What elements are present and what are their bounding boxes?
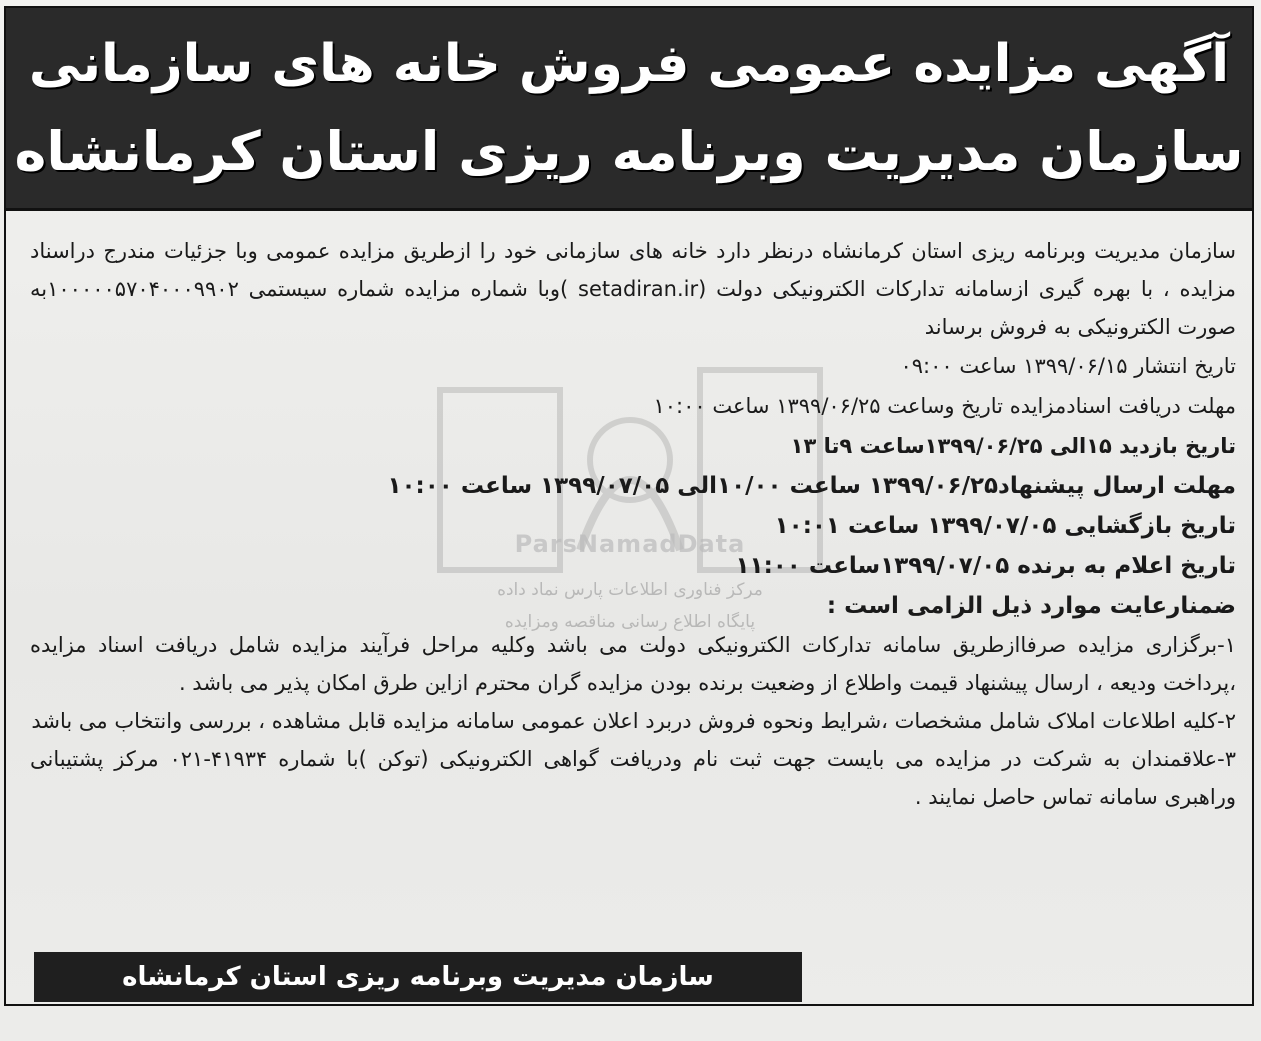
watermark-line-2: پایگاه اطلاع رسانی مناقصه ومزایده — [504, 612, 756, 632]
visit-date: تاریخ بازدید ۱۵الی ۱۳۹۹/۰۶/۲۵ساعت ۹تا ۱۳ — [790, 434, 1236, 458]
header-title: آگهی مزایده عمومی فروش خانه های سازمانی — [28, 34, 1230, 94]
conditions-title: ضمنارعایت موارد ذیل الزامی است : — [826, 593, 1236, 619]
footer-organization: سازمان مدیریت وبرنامه ریزی استان کرمانشاه — [34, 952, 802, 1002]
offer-deadline: مهلت ارسال پیشنهاد۱۳۹۹/۰۶/۲۵ ساعت ۱۰/۰۰الی ۱۳۹۹/۰۷/۰۵ ساعت ۱۰:۰۰ — [387, 473, 1236, 499]
winner-announcement-date: تاریخ اعلام به برنده ۱۳۹۹/۰۷/۰۵ساعت ۱۱:۰۰ — [735, 553, 1236, 579]
publish-date: تاریخ انتشار ۱۳۹۹/۰۶/۱۵ ساعت ۰۹:۰۰ — [900, 354, 1236, 378]
announcement-body — [30, 232, 1236, 816]
docs-deadline: مهلت دریافت اسنادمزایده تاریخ وساعت ۱۳۹۹/۰۶/۲۵ ساعت ۱۰:۰۰ — [653, 394, 1236, 418]
condition-item: ۱-برگزاری مزایده صرفاازطریق سامانه تدارکات الکترونیکی دولت می باشد وکلیه مراحل فرآیند مزایده شامل دریافت اسناد مزایده ،پرداخت ودیعه ، ارسال پیشنهاد قیمت واطلاع از وضعیت برنده بودن مزایده گران محترم ازاین طرق امکان پذیر می باشد . — [30, 633, 1236, 695]
condition-item: ۳-علاقمندان به شرکت در مزایده می بایست جهت ثبت نام ودریافت گواهی الکترونیکی (توکن )با شماره ۴۱۹۳۴-۰۲۱ مرکز پشتیبانی وراهبری سامانه تماس حاصل نمایند . — [30, 747, 1236, 809]
opening-date: تاریخ بازگشایی ۱۳۹۹/۰۷/۰۵ ساعت ۱۰:۰۱ — [774, 513, 1236, 539]
watermark-line-1: مرکز فناوری اطلاعات پارس نماد داده — [497, 580, 763, 600]
announcement-header — [6, 8, 1252, 211]
intro-paragraph: سازمان مدیریت وبرنامه ریزی استان کرمانشاه درنظر دارد خانه های سازمانی خود را ازطریق مزایده عمومی وبا جزئیات مندرج دراسناد مزایده ، با بهره گیری ازسامانه تدارکات الکترونیکی دولت (setadiran.ir )وبا شماره مزایده شماره سیستمی ۱۰۰۰۰۰۵۷۰۴۰۰۰۹۹۰۲به صورت الکترونیکی به فروش برساند — [30, 239, 1236, 339]
watermark-brand: ParsNamadData — [514, 530, 746, 558]
header-organization: سازمان مدیریت وبرنامه ریزی استان کرمانشاه — [14, 120, 1244, 183]
condition-item: ۲-کلیه اطلاعات املاک شامل مشخصات ،شرایط ونحوه فروش دربرد اعلان عمومی سامانه مزایده قابل مشاهده ، بررسی وانتخاب می باشد — [31, 709, 1236, 733]
